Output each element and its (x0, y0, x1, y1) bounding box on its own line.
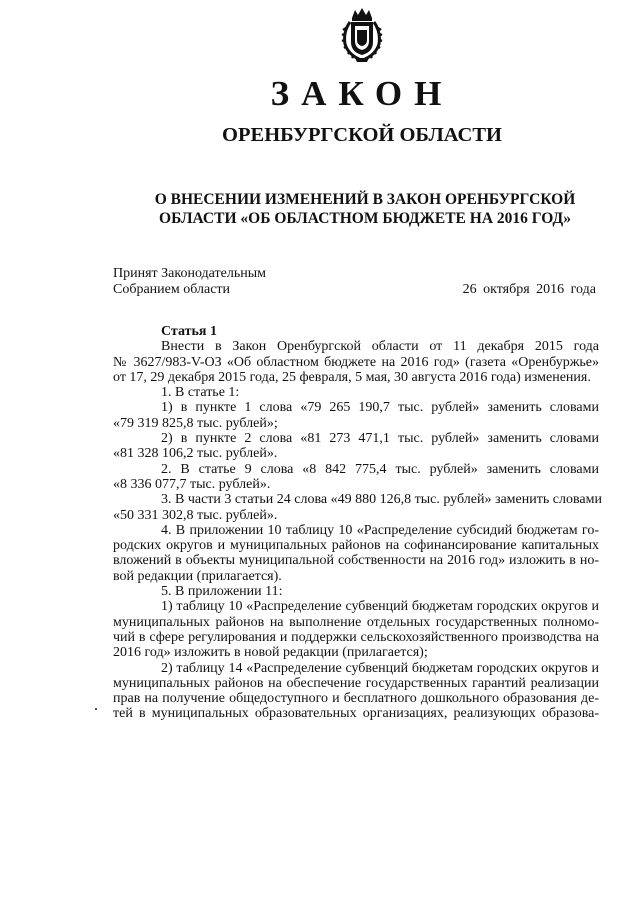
body-line: 1) таблицу 10 «Распределение субвенций бюджетам городских округов и (161, 599, 599, 615)
body-line: 1. В статье 1: (161, 385, 240, 401)
body-line: «50 331 302,8 тыс. рублей». (113, 507, 278, 523)
body-line: родских округов и муниципальных районов на софинансирование капитальных (113, 538, 599, 554)
body-line: 4. В приложении 10 таблицу 10 «Распределение субсидий бюджетам го- (161, 522, 599, 538)
article-title: Статья 1 (161, 324, 217, 339)
body-line: муниципальных районов на выполнение отдельных государственных полномо- (113, 614, 599, 630)
body-line: «79 319 825,8 тыс. рублей»; (113, 415, 278, 431)
body-line: тей в муниципальных образовательных организациях, реализующих образова- (113, 706, 599, 722)
law-heading (150, 190, 580, 228)
article-text (113, 339, 602, 722)
body-line: прав на получение общедоступного и бесплатного дошкольного образования де- (113, 691, 599, 707)
body-line: 2016 год» изложить в новой редакции (прилагается); (113, 645, 428, 661)
body-line: № 3627/983-V-ОЗ «Об областном бюджете на 2016 год» (газета «Оренбуржье» (113, 354, 599, 370)
document-title: ЗАКОН (270, 74, 454, 113)
body-line: 2. В статье 9 слова «8 842 775,4 тыс. рублей» заменить словами (161, 461, 599, 477)
body-line: «81 328 106,2 тыс. рублей». (113, 446, 278, 462)
body-line: вложений в объекты муниципальной собственности на 2016 год» изложить в но- (113, 553, 599, 569)
body-line: 2) в пункте 2 слова «81 273 471,1 тыс. рублей» заменить словами (161, 431, 599, 447)
scan-speck (95, 708, 97, 710)
adopted-by-line: Собранием области (113, 282, 231, 297)
coat-of-arms-emblem (341, 8, 383, 62)
document-subtitle: ОРЕНБУРГСКОЙ ОБЛАСТИ (222, 124, 502, 146)
body-line: 1) в пункте 1 слова «79 265 190,7 тыс. рублей» заменить словами (161, 400, 599, 416)
body-line: Внести в Закон Оренбургской области от 11 декабря 2015 года (161, 339, 599, 355)
law-heading-line: ОБЛАСТИ «ОБ ОБЛАСТНОМ БЮДЖЕТЕ НА 2016 ГОД» (159, 210, 571, 227)
body-line: муниципальных районов на обеспечение государственных гарантий реализации (113, 675, 599, 691)
body-line: чий в сфере регулирования и поддержки сельскохозяйственного производства на (113, 629, 599, 645)
body-line: 3. В части 3 статьи 24 слова «49 880 126,8 тыс. рублей» заменить словами (161, 492, 602, 508)
body-line: от 17, 29 декабря 2015 года, 25 февраля, 5 мая, 30 августа 2016 года) изменения. (113, 369, 591, 385)
body-line: вой редакции (прилагается). (113, 568, 282, 584)
body-line: «8 336 077,7 тыс. рублей». (113, 476, 271, 492)
body-line: 2) таблицу 14 «Распределение субвенций бюджетам городских округов и (161, 660, 599, 676)
law-heading-line: О ВНЕСЕНИИ ИЗМЕНЕНИЙ В ЗАКОН ОРЕНБУРГСКОЙ (154, 191, 576, 208)
adoption-date: 26 октября 2016 года (462, 282, 596, 297)
article-body (113, 324, 602, 722)
adopted-by-line: Принят Законодательным (113, 266, 266, 281)
body-line: 5. В приложении 11: (161, 584, 283, 600)
adopted-by (113, 266, 266, 298)
